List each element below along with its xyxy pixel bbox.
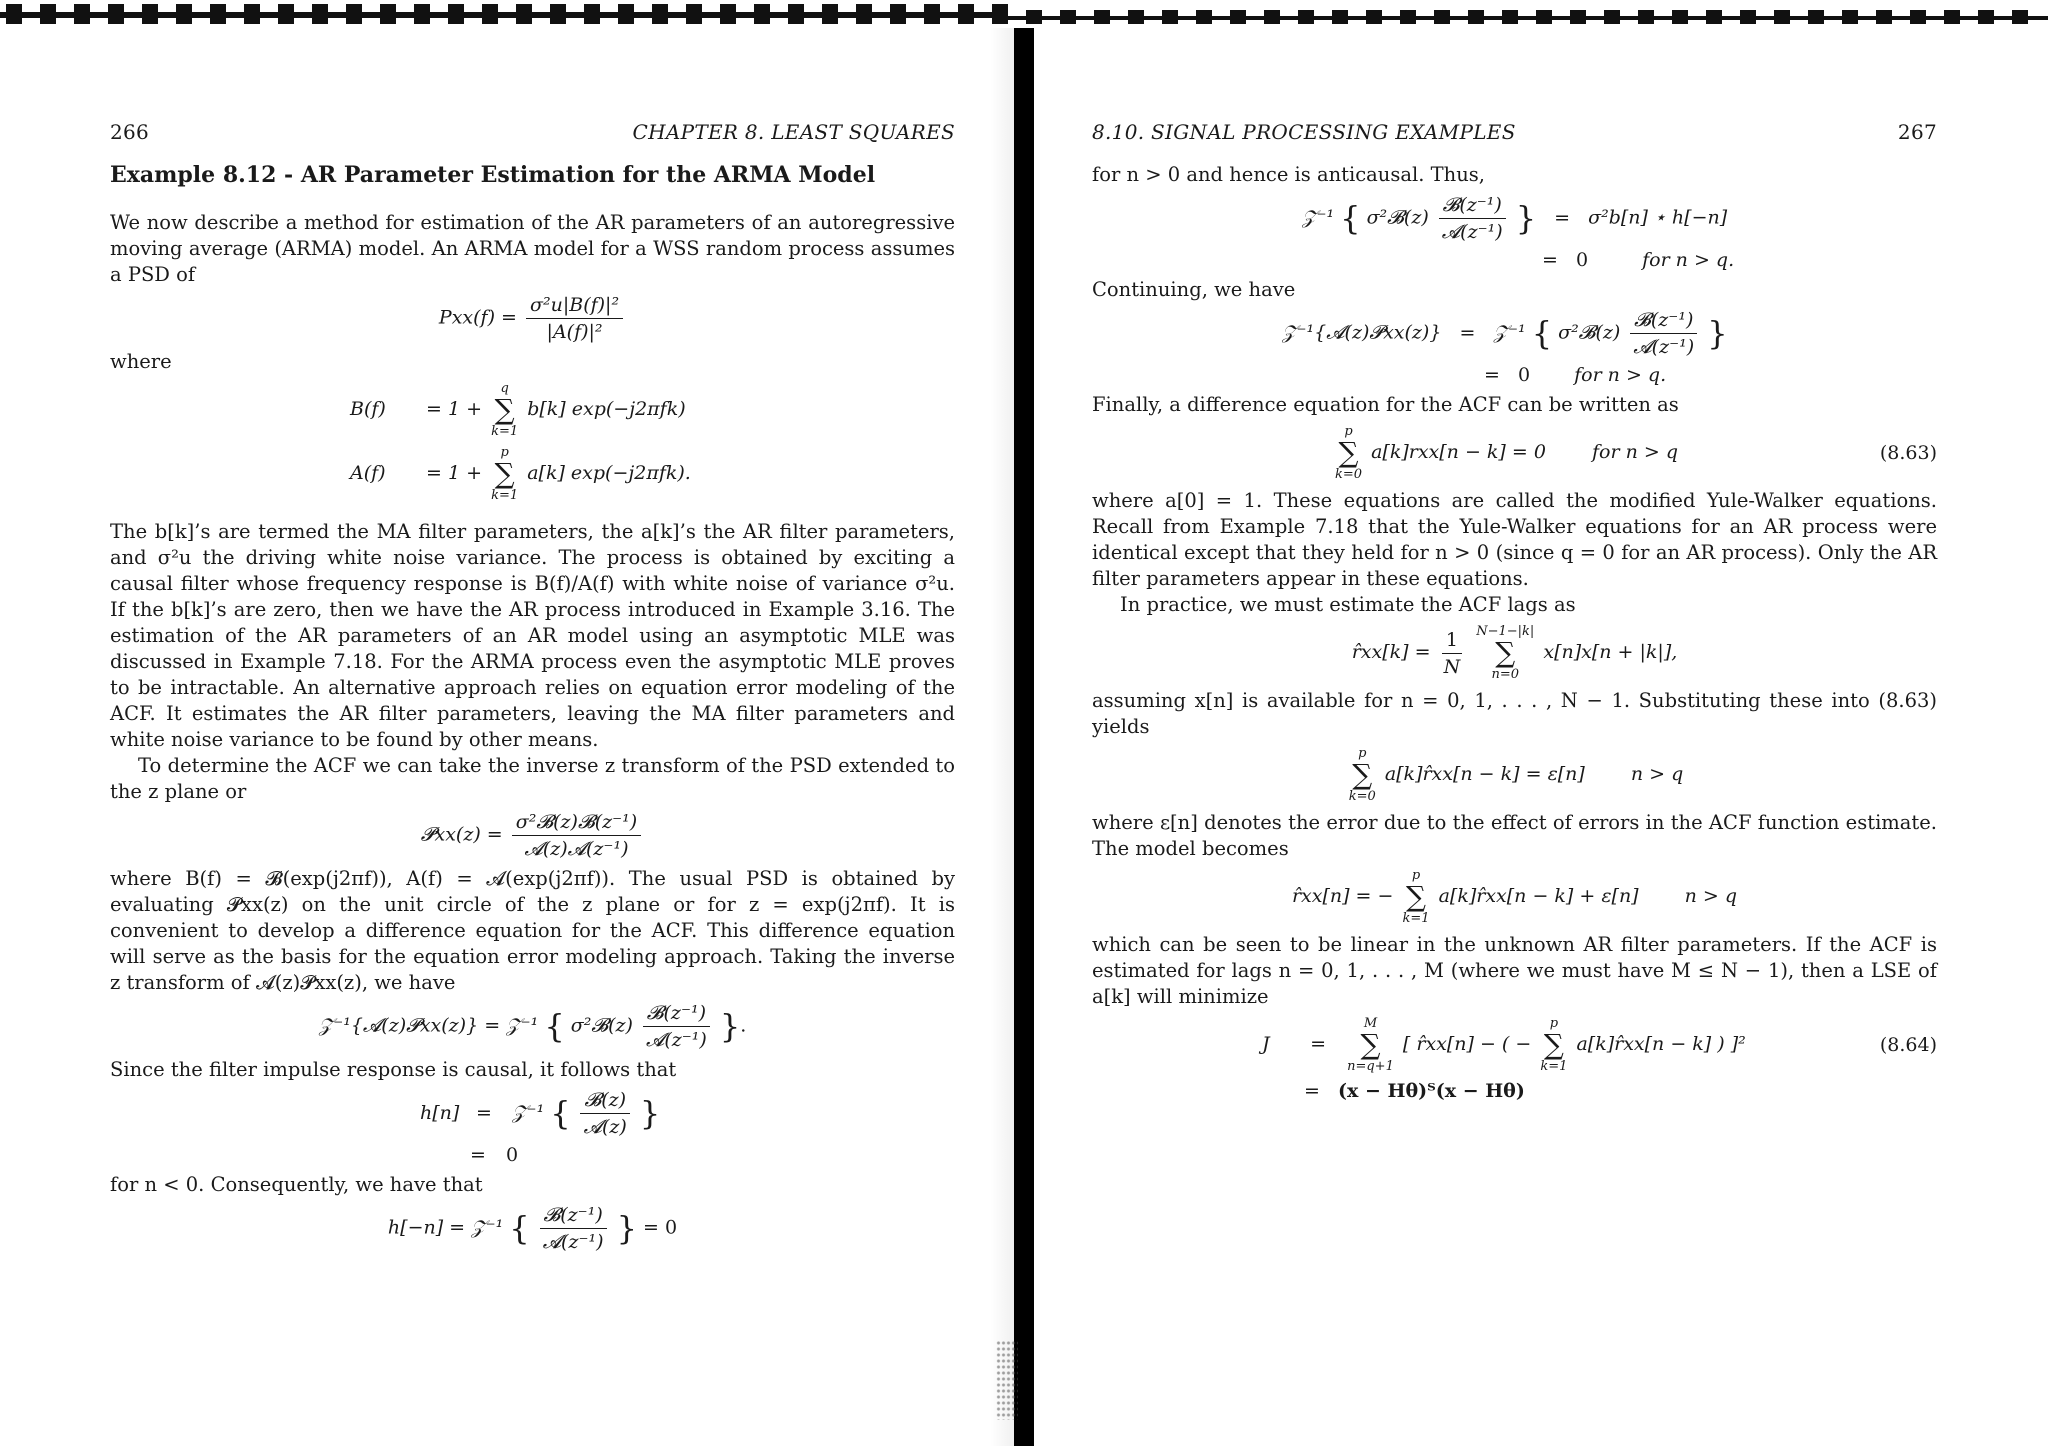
example-title: Example 8.12 - AR Parameter Estimation for the ARMA Model bbox=[110, 162, 876, 188]
hn-equation: h[n] = 𝒵⁻¹ { $\frac{\text{𝓑(z)}}{\text{𝓐(z)}}$ } bbox=[420, 1089, 661, 1138]
left-paragraph-1: We now describe a method for estimation of the AR parameters of an autoregressive moving average (ARMA) model. An ARMA model for a WSS random process assumes a PSD of bbox=[110, 211, 955, 286]
af-equation: A(f) = 1 + p ∑ k=1 a[k] exp(−j2πfk). bbox=[350, 445, 691, 503]
hn-equation-line-2: = 0 bbox=[470, 1144, 519, 1166]
right-paragraph-5: In practice, we must estimate the ACF lags as bbox=[1120, 593, 1576, 616]
equation-8-64-line-2: = (x − Hθ)ᵀ(x − Hθ) bbox=[1304, 1080, 1525, 1102]
left-paragraph-6: for n < 0. Consequently, we have that bbox=[110, 1173, 483, 1196]
anticausal-equation: 𝒵⁻¹ { σ²𝓑(z) $\frac{\text{𝓑(z⁻¹)}}{\text{𝓐(z⁻¹)}}$ } = σ²b[n] ⋆ h[−n] bbox=[1302, 194, 1728, 243]
right-paragraph-1: for n > 0 and hence is anticausal. Thus, bbox=[1092, 163, 1485, 186]
equation-number-8-64: (8.64) bbox=[1879, 1034, 1937, 1056]
spine-shadow bbox=[990, 28, 1014, 1446]
right-paragraph-2: Continuing, we have bbox=[1092, 278, 1296, 301]
right-paragraph-4: where a[0] = 1. These equations are called the modified Yule-Walker equations. Recall from Example 7.18 that the Yule-Walker equations for an AR process were identical except that they held for n > 0 (since q = 0 for an AR process). Only the AR filter parameters appear in these equations. bbox=[1092, 489, 1937, 590]
bf-equation: B(f) = 1 + q ∑ k=1 b[k] exp(−j2πfk) bbox=[350, 381, 686, 439]
right-running-head: 8.10. SIGNAL PROCESSING EXAMPLES bbox=[1092, 120, 1516, 144]
acf-estimate-equation: r̂xx[k] = $\frac{1}{N}$ N−1−|k| ∑ n=0 x[n]x[n + |k|], bbox=[1351, 624, 1678, 682]
continuing-equation: 𝒵⁻¹{𝓐(z)𝓟xx(z)} = 𝒵⁻¹ { σ²𝓑(z) $\frac{\text{𝓑(z⁻¹)}}{\text{𝓐(z⁻¹)}}$ } bbox=[1282, 309, 1728, 358]
right-paragraph-6: assuming x[n] is available for n = 0, 1, . . . , N − 1. Substituting these into (8.63) yields bbox=[1092, 689, 1937, 738]
error-equation: p ∑ k=0 a[k]r̂xx[n − k] = ε[n] n > q bbox=[1348, 746, 1684, 804]
equation-8-64: J = M ∑ n=q+1 [ r̂xx[n] − ( − p ∑ k=1 a[k]r̂xx[n − k] ) ]² (8.64) bbox=[1262, 1016, 1937, 1074]
left-paragraph-4: where B(f) = 𝓑(exp(j2πf)), A(f) = 𝓐(exp(j2πf)). The usual PSD is obtained by evaluating 𝓟xx(z) on the unit circle of the z plane or for z = exp(j2πf). It is convenient to develop a difference equation for the ACF. This difference equation will serve as the basis for the equation error modeling approach. Taking the inverse z transform of 𝓐(z)𝓟xx(z), we have bbox=[110, 867, 955, 994]
h-minus-n-equation: h[−n] = 𝒵⁻¹ { $\frac{\text{𝓑(z⁻¹)}}{\text{𝓐(z⁻¹)}}$ } = 0 bbox=[387, 1204, 678, 1253]
left-paragraph-5: Since the filter impulse response is causal, it follows that bbox=[110, 1058, 677, 1081]
right-paragraph-3: Finally, a difference equation for the ACF can be written as bbox=[1092, 393, 1679, 416]
pz-equation: 𝓟xx(z) = $\frac{\text{σ²𝓑(z)𝓑(z⁻¹)}}{\text{𝓐(z)𝓐(z⁻¹)}}$ bbox=[110, 811, 955, 860]
left-paragraph-2: The b[k]’s are termed the MA filter parameters, the a[k]’s the AR filter parameters, and σ²u the driving white noise variance. The process is obtained by exciting a causal filter whose frequency response is B(f)/A(f) with white noise of variance σ²u. If the b[k]’s are zero, then we have the AR process introduced in Example 3.16. The estimation of the AR parameters of an AR model using an asymptotic MLE was discussed in Example 7.18. For the ARMA process even the asymptotic MLE proves to be intractable. An alternative approach relies on equation error modeling of the ACF. It estimates the AR filter parameters, leaving the MA filter parameters and white noise variance to be found by other means. bbox=[110, 520, 955, 751]
left-page-header bbox=[110, 120, 955, 144]
right-paragraph-7: where ε[n] denotes the error due to the effect of errors in the ACF function estimate. The model becomes bbox=[1092, 811, 1937, 860]
inverse-z-equation: 𝒵⁻¹{𝓐(z)𝓟xx(z)} = 𝒵⁻¹ { σ²𝓑(z) $\frac{\text{𝓑(z⁻¹)}}{\text{𝓐(z⁻¹)}}$ }. bbox=[318, 1002, 747, 1051]
right-page-header bbox=[1092, 120, 1937, 144]
left-page-number: 266 bbox=[110, 120, 150, 144]
continuing-equation-line-2: = 0 for n > q. bbox=[1484, 364, 1667, 386]
left-page bbox=[110, 120, 955, 1259]
spine-noise bbox=[996, 1340, 1018, 1420]
book-spine bbox=[1014, 28, 1034, 1446]
left-running-head: CHAPTER 8. LEAST SQUARES bbox=[632, 120, 955, 144]
left-paragraph-3: To determine the ACF we can take the inverse z transform of the PSD extended to the z plane or bbox=[110, 754, 955, 803]
psd-equation: Pxx(f) = $\frac{\text{σ²u|B(f)|²}}{\text{|A(f)|²}}$ bbox=[110, 294, 955, 343]
where-label: where bbox=[110, 350, 172, 373]
anticausal-equation-line-2: = 0 for n > q. bbox=[1542, 249, 1735, 271]
model-equation: r̂xx[n] = − p ∑ k=1 a[k]r̂xx[n − k] + ε[n] n > q bbox=[1291, 868, 1738, 926]
equation-number-8-63: (8.63) bbox=[1879, 442, 1937, 464]
right-paragraph-8: which can be seen to be linear in the unknown AR filter parameters. If the ACF is estimated for lags n = 0, 1, . . . , M (where we must have M ≤ N − 1), then a LSE of a[k] will minimize bbox=[1092, 933, 1937, 1008]
equation-8-63: p ∑ k=0 a[k]rxx[n − k] = 0 for n > q (8.63) bbox=[1335, 424, 1937, 482]
right-page bbox=[1092, 120, 1937, 1108]
right-page-number: 267 bbox=[1897, 120, 1937, 144]
